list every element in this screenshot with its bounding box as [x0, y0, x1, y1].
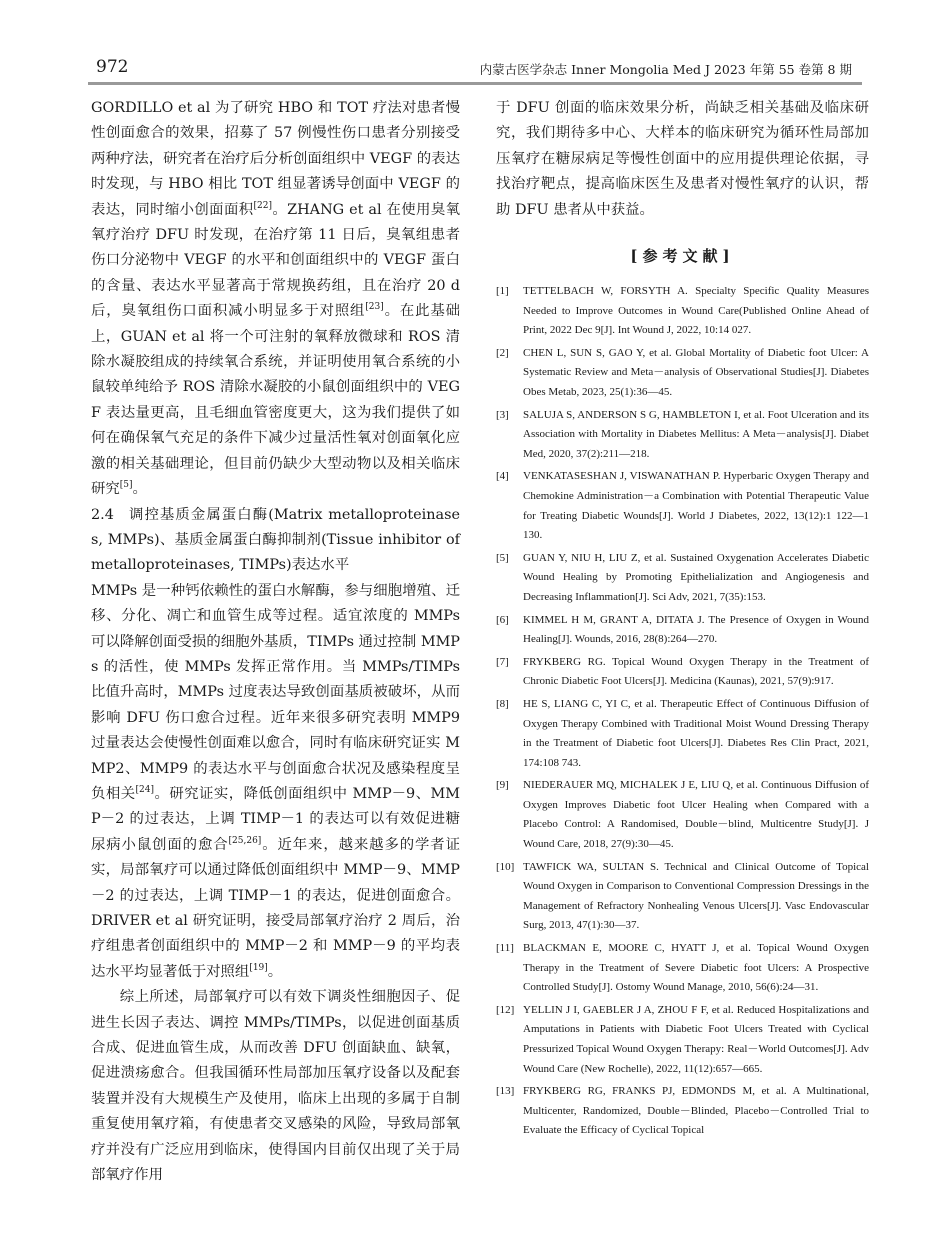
reference-item: [496, 282, 869, 341]
citation[interactable]: [24]: [135, 785, 155, 796]
reference-text: YELLIN J I, GAEBLER J A, ZHOU F F, et al. Reduced Hospitalizations and Amputations in Patients with Diabetic Foot Ulcers Treated with Cyclical Pressurized Topical Wound Oxygen Therapy: Real－World Outcomes[J]. Adv Wound Care (New Rochelle), 2022, 11(12):657—665.: [523, 1003, 869, 1075]
right-column: [496, 96, 869, 1144]
reference-list: [496, 282, 869, 1141]
citation[interactable]: [25,26]: [228, 835, 262, 846]
reference-item: [496, 406, 869, 465]
body-paragraph-3: 综上所述，局部氧疗可以有效下调炎性细胞因子、促进生长因子表达、调控 MMPs/TIMPs，以促进创面基质合成、促进血管生成，从而改善 DFU 创面缺血、缺氧，促进溃疡愈合。但我国循环性局部加压氧疗设备以及配套装置并没有大规模生产及使用，临床上出现的多属于自制重复使用氧疗箱，有使患者交叉感染的风险，导致局部氧疗并没有广泛应用到临床，使得国内目前仅出现了关于局部氧疗作用: [91, 989, 460, 1184]
reference-item: [496, 776, 869, 854]
citation[interactable]: [22]: [253, 200, 272, 211]
header-rule: [88, 82, 862, 85]
reference-number: [2]: [496, 346, 509, 359]
reference-number: [4]: [496, 470, 509, 483]
reference-text: VENKATASESHAN J, VISWANATHAN P. Hyperbaric Oxygen Therapy and Chemokine Administration－a Combination with Potential Therapeutic Value for Treating Diabetic Wounds[J]. World J Diabetes, 2022, 13(12):1 122—1 130.: [523, 470, 869, 542]
section-number: 2.4: [91, 506, 114, 523]
reference-text: NIEDERAUER MQ, MICHALEK J E, LIU Q, et al. Continuous Diffusion of Oxygen Improves Diabetic foot Ulcer Healing when Compared with a Placebo Control: A Randomised, Double－blind, Multicentre Study[J]. J Wound Care, 2018, 27(9):30—45.: [523, 779, 869, 851]
body-paragraph-1: GORDILLO et al 为了研究 HBO 和 TOT 疗法对患者慢性创面愈合的效果，招募了 57 例慢性伤口患者分别接受两种疗法，研究者在治疗后分析创面组织中 VEGF 的表达时发现，与 HBO 相比 TOT 组显著诱导创面中 VEGF 的表达，同时缩小创面面积[22]。ZHANG et al 在使用臭氧氧疗治疗 DFU 时发现，在治疗第 11 日后，臭氧组患者伤口分泌物中 VEGF 的水平和创面组织中的 VEGF 蛋白的含量、表达水平显著高于常规换药组，且在治疗 20 d 后，臭氧组伤口面积减小明显多于对照组[23]。在此基础上，GUAN et al 将一个可注射的氧释放微球和 ROS 清除水凝胶组成的持续氧合系统，并证明使用氧合系统的小鼠较单纯给予 ROS 清除水凝胶的小鼠创面组织中的 VEGF 表达量更高，且毛细血管密度更大，这为我们提供了如何在确保氧气充足的条件下减少过量活性氧对创面氧化应激的相关基础理论，但目前仍缺少大型动物以及相关临床研究[5]。: [91, 100, 460, 498]
reference-number: [3]: [496, 408, 509, 421]
reference-item: [496, 1001, 869, 1079]
journal-running-head: 内蒙古医学杂志 Inner Mongolia Med J 2023 年第 55 卷第 8 期: [479, 62, 852, 77]
reference-text: GUAN Y, NIU H, LIU Z, et al. Sustained Oxygenation Accelerates Diabetic Wound Healing by Promoting Epithelialization and Angiogenesis and Decreasing Inflammation[J]. Sci Adv, 2021, 7(35):153.: [523, 551, 869, 603]
reference-number: [1]: [496, 285, 509, 298]
citation[interactable]: [5]: [119, 480, 133, 491]
reference-text: HE S, LIANG C, YI C, et al. Therapeutic Effect of Continuous Diffusion of Oxygen Therapy Combined with Traditional Moist Wound Dressing Therapy in the Treatment of Diabetic foot Ulcers[J]. Diabetes Res Clin Pract, 2021, 174:108 743.: [523, 697, 869, 769]
page-header: [88, 55, 862, 85]
reference-number: [6]: [496, 613, 509, 626]
reference-number: [9]: [496, 779, 509, 792]
reference-item: [496, 1082, 869, 1141]
reference-text: KIMMEL H M, GRANT A, DITATA J. The Presence of Oxygen in Wound Healing[J]. Wounds, 2016, 28(8):264—270.: [523, 613, 869, 646]
reference-number: [5]: [496, 551, 509, 564]
reference-item: [496, 695, 869, 773]
section-title: 调控基质金属蛋白酶(Matrix metalloproteinases, MMPs)、基质金属蛋白酶抑制剂(Tissue inhibitor of metalloproteinases, TIMPs)表达水平: [91, 506, 460, 574]
reference-number: [12]: [496, 1003, 515, 1016]
citation[interactable]: [23]: [365, 302, 384, 313]
reference-text: FRYKBERG RG. Topical Wound Oxygen Therapy in the Treatment of Chronic Diabetic Foot Ulcers[J]. Medicina (Kaunas), 2021, 57(9):917.: [523, 655, 869, 688]
reference-item: [496, 858, 869, 936]
reference-item: [496, 549, 869, 608]
reference-number: [13]: [496, 1085, 515, 1098]
body-paragraph-4: 于 DFU 创面的临床效果分析，尚缺乏相关基础及临床研究，我们期待多中心、大样本的临床研究为循环性局部加压氧疗在糖尿病足等慢性创面中的应用提供理论依据，寻找治疗靶点，提高临床医生及患者对慢性氧疗的认识，帮助 DFU 患者从中获益。: [496, 100, 869, 218]
page-number: 972: [96, 57, 129, 77]
reference-item: [496, 344, 869, 403]
reference-text: SALUJA S, ANDERSON S G, HAMBLETON I, et al. Foot Ulceration and its Association with Mortality in Diabetes Mellitus: A Meta－analysis[J]. Diabet Med, 2020, 37(2):211—218.: [523, 408, 869, 460]
body-paragraph-2: MMPs 是一种钙依赖性的蛋白水解酶，参与细胞增殖、迁移、分化、凋亡和血管生成等过程。适宜浓度的 MMPs 可以降解创面受损的细胞外基质，TIMPs 通过控制 MMPs 的活性，使 MMPs 发挥正常作用。当 MMPs/TIMPs 比值升高时，MMPs 过度表达导致创面基质被破坏，从而影响 DFU 伤口愈合过程。近年来很多研究表明 MMP9 过量表达会使慢性创面难以愈合，同时有临床研究证实 MMP2、MMP9 的表达水平与创面愈合状况及感染程度呈负相关[24]。研究证实，降低创面组织中 MMP－9、MMP－2 的过表达，上调 TIMP－1 的表达可以有效促进糖尿病小鼠创面的愈合[25,26]。近年来，越来越多的学者证实，局部氧疗可以通过降低创面组织中 MMP－9、MMP－2 的过表达，上调 TIMP－1 的表达，促进创面愈合。DRIVER et al 研究证明，接受局部氧疗治疗 2 周后，治疗组患者创面组织中的 MMP－2 和 MMP－9 的平均表达水平均显著低于对照组[19]。: [91, 582, 460, 980]
reference-number: [11]: [496, 942, 514, 955]
reference-text: FRYKBERG RG, FRANKS PJ, EDMONDS M, et al. A Multinational, Multicenter, Randomized, Double－Blinded, Placebo－Controlled Trial to Evaluate the Efficacy of Cyclical Topical: [523, 1085, 869, 1137]
reference-item: [496, 939, 869, 998]
citation[interactable]: [19]: [249, 963, 268, 974]
reference-item: [496, 653, 869, 692]
reference-number: [10]: [496, 860, 515, 873]
reference-text: TAWFICK WA, SULTAN S. Technical and Clinical Outcome of Topical Wound Oxygen in Comparison to Conventional Compression Dressings in the Management of Refractory Nonhealing Venous Ulcers[J]. Vasc Endovascular Surg, 2013, 47(1):30—37.: [523, 860, 869, 932]
references-heading: [参考文献]: [630, 247, 735, 266]
section-heading-2-4: [91, 503, 460, 579]
reference-text: CHEN L, SUN S, GAO Y, et al. Global Mortality of Diabetic foot Ulcer: A Systematic Review and Meta－analysis of Observational Studies[J]. Diabetes Obes Metab, 2023, 25(1):36—45.: [523, 346, 869, 398]
reference-item: [496, 611, 869, 650]
reference-text: TETTELBACH W, FORSYTH A. Specialty Specific Quality Measures Needed to Improve Outcomes in Wound Care(Published Online Ahead of Print, 2022 Dec 9[J]. Int Wound J, 2022, 10:14 027.: [523, 285, 869, 337]
reference-item: [496, 467, 869, 545]
left-column: [91, 96, 460, 1188]
reference-number: [8]: [496, 697, 509, 710]
reference-number: [7]: [496, 655, 509, 668]
reference-text: BLACKMAN E, MOORE C, HYATT J, et al. Topical Wound Oxygen Therapy in the Treatment of Severe Diabetic foot Ulcers: A Prospective Controlled Study[J]. Ostomy Wound Manage, 2010, 56(6):24—31.: [523, 942, 869, 994]
